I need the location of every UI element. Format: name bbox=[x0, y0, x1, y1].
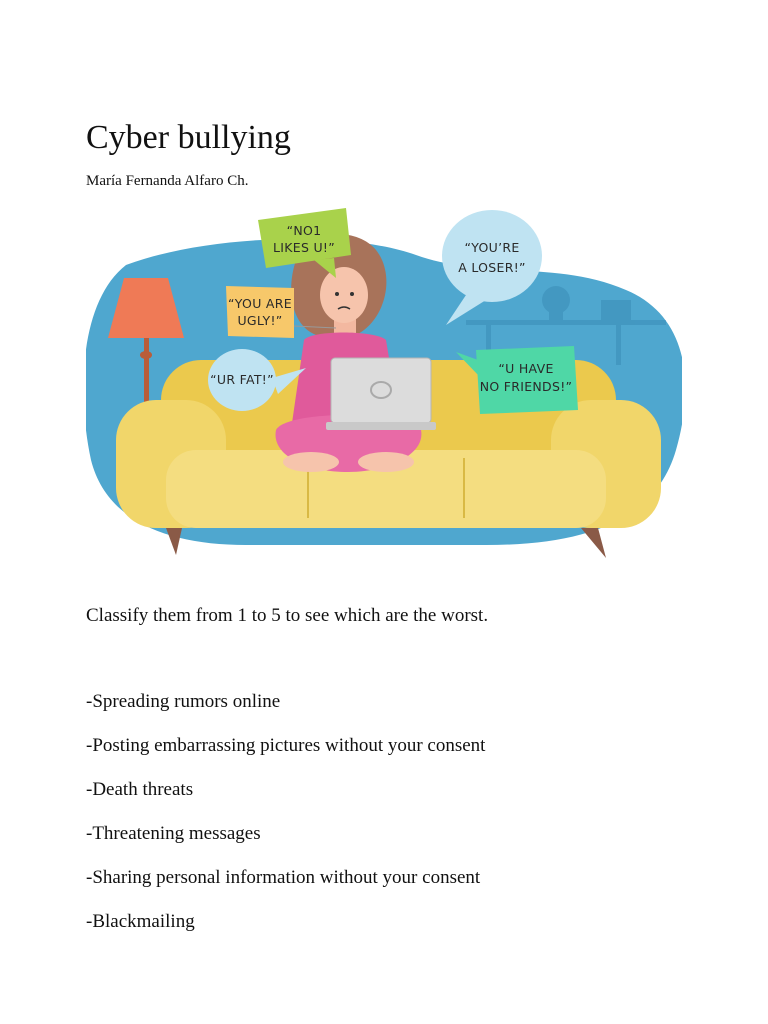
svg-text:“UR FAT!”: “UR FAT!” bbox=[210, 372, 274, 387]
cyberbullying-illustration bbox=[86, 200, 682, 565]
page-title: Cyber bullying bbox=[86, 119, 291, 156]
laptop-icon bbox=[326, 358, 436, 430]
list-item: -Death threats bbox=[86, 779, 194, 800]
cyberbullying-list bbox=[86, 689, 485, 953]
list-item: -Blackmailing bbox=[86, 911, 195, 932]
list-item: -Threatening messages bbox=[86, 823, 261, 844]
svg-text:“YOU ARE: “YOU ARE bbox=[228, 296, 292, 311]
svg-text:“U HAVE: “U HAVE bbox=[498, 361, 554, 376]
svg-text:LIKES U!”: LIKES U!” bbox=[273, 240, 335, 255]
list-item: -Spreading rumors online bbox=[86, 691, 281, 712]
svg-text:“NO1: “NO1 bbox=[286, 223, 322, 238]
svg-text:A LOSER!”: A LOSER!” bbox=[458, 260, 526, 275]
list-item: -Posting embarrassing pictures without your consent bbox=[86, 735, 486, 756]
svg-text:“YOU’RE: “YOU’RE bbox=[464, 240, 520, 255]
list-item: -Sharing personal information without your consent bbox=[86, 867, 481, 888]
svg-text:UGLY!”: UGLY!” bbox=[237, 313, 283, 328]
instruction-text: Classify them from 1 to 5 to see which are the worst. bbox=[86, 605, 489, 626]
author-name: María Fernanda Alfaro Ch. bbox=[86, 173, 249, 189]
svg-text:NO FRIENDS!”: NO FRIENDS!” bbox=[479, 379, 573, 394]
